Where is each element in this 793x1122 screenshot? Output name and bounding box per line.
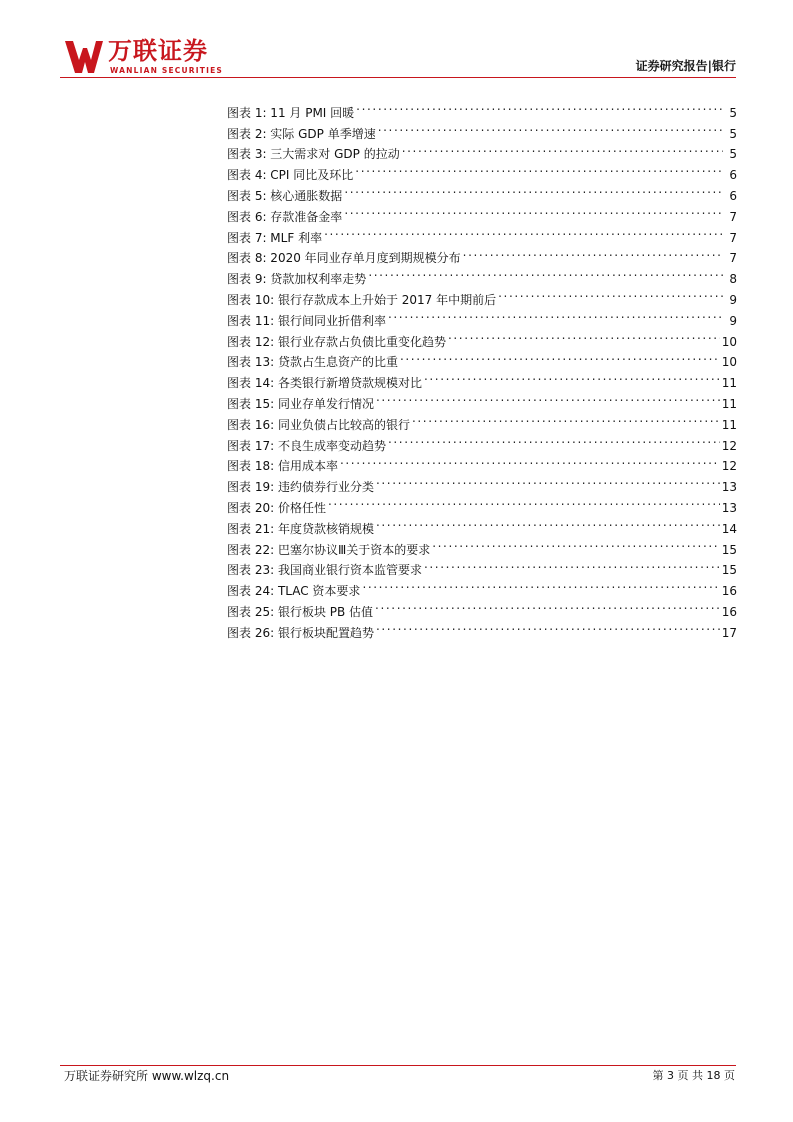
toc-leader-dots xyxy=(376,470,720,491)
toc-entry-page: 12 xyxy=(721,459,737,474)
toc-leader-dots xyxy=(432,533,720,554)
toc-entry-page: 10 xyxy=(721,355,737,370)
page-header xyxy=(0,0,793,80)
toc-entry-page: 5 xyxy=(729,147,737,162)
toc-entry-page: 14 xyxy=(721,521,737,536)
toc-entry-page: 5 xyxy=(729,126,737,141)
toc-leader-dots xyxy=(388,304,723,325)
toc-entry-page: 10 xyxy=(721,334,737,349)
toc-entry-label: 图表 9: 贷款加权利率走势 xyxy=(227,272,367,287)
toc-entry-label: 图表 4: CPI 同比及环比 xyxy=(227,168,354,183)
toc-leader-dots xyxy=(376,387,720,408)
toc-leader-dots xyxy=(448,325,720,346)
toc-leader-dots xyxy=(344,200,723,221)
toc-entry-label: 图表 3: 三大需求对 GDP 的拉动 xyxy=(227,147,400,162)
toc-leader-dots xyxy=(424,554,720,575)
toc-entry-page: 15 xyxy=(721,563,737,578)
toc-entry-label: 图表 21: 年度贷款核销规模 xyxy=(227,521,374,536)
footer-institute: 万联证券研究所 www.wlzq.cn xyxy=(64,1069,230,1083)
toc-entry-label: 图表 11: 银行间同业折借利率 xyxy=(227,313,386,328)
toc-leader-dots xyxy=(340,450,720,471)
toc-leader-dots xyxy=(412,408,720,429)
toc-leader-dots xyxy=(375,595,720,616)
toc-entry-page: 7 xyxy=(729,230,737,245)
toc-entry-label: 图表 14: 各类银行新增贷款规模对比 xyxy=(227,376,422,391)
toc-entry-label: 图表 10: 银行存款成本上升始于 2017 年中期前后 xyxy=(227,292,497,307)
toc-entry-label: 图表 13: 贷款占生息资产的比重 xyxy=(227,355,398,370)
toc-leader-dots xyxy=(463,242,723,263)
toc-entry-page: 9 xyxy=(729,313,737,328)
report-category: 证券研究报告|银行 xyxy=(635,59,736,73)
toc-entry-page: 6 xyxy=(729,188,737,203)
toc-leader-dots xyxy=(355,158,723,179)
logo-text-cn: 万联证券 xyxy=(108,37,208,65)
toc-entry-label: 图表 26: 银行板块配置趋势 xyxy=(227,625,374,640)
toc-leader-dots xyxy=(376,616,720,637)
toc-leader-dots xyxy=(424,366,720,387)
toc-entry-label: 图表 8: 2020 年同业存单月度到期规模分布 xyxy=(227,251,461,266)
toc-entry-label: 图表 17: 不良生成率变动趋势 xyxy=(227,438,386,453)
toc-leader-dots xyxy=(378,117,723,138)
toc-entry-label: 图表 16: 同业负债占比较高的银行 xyxy=(227,417,410,432)
page-number: 第 3 页 共 18 页 xyxy=(652,1069,735,1082)
toc-entry-label: 图表 15: 同业存单发行情况 xyxy=(227,396,374,411)
toc-leader-dots xyxy=(400,346,720,367)
toc-entry-label: 图表 7: MLF 利率 xyxy=(227,230,323,245)
toc-entry-page: 13 xyxy=(721,480,737,495)
wanlian-logo-icon xyxy=(64,40,104,74)
toc-entry-page: 5 xyxy=(729,105,737,120)
toc-entry-label: 图表 23: 我国商业银行资本监管要求 xyxy=(227,563,422,578)
toc-entry[interactable] xyxy=(227,96,737,120)
toc-leader-dots xyxy=(356,96,723,117)
toc-leader-dots xyxy=(328,491,720,512)
toc-entry-label: 图表 2: 实际 GDP 单季增速 xyxy=(227,126,376,141)
logo-text-en: WANLIAN SECURITIES xyxy=(110,66,223,75)
toc-entry-page: 7 xyxy=(729,209,737,224)
toc-entry-label: 图表 20: 价格任性 xyxy=(227,500,326,515)
toc-entry-page: 16 xyxy=(721,604,737,619)
toc-entry-page: 13 xyxy=(721,500,737,515)
toc-leader-dots xyxy=(376,512,720,533)
toc-entry-label: 图表 25: 银行板块 PB 估值 xyxy=(227,604,374,619)
toc-entry-label: 图表 22: 巴塞尔协议Ⅲ关于资本的要求 xyxy=(227,542,431,557)
toc-leader-dots xyxy=(388,429,720,450)
toc-entry-label: 图表 18: 信用成本率 xyxy=(227,459,338,474)
toc-entry-label: 图表 19: 违约债券行业分类 xyxy=(227,480,374,495)
footer-divider xyxy=(60,1065,736,1066)
figure-list xyxy=(227,96,737,640)
toc-entry-label: 图表 1: 11 月 PMI 回暖 xyxy=(227,105,355,120)
toc-entry-label: 图表 6: 存款准备金率 xyxy=(227,209,343,224)
toc-entry-page: 16 xyxy=(721,584,737,599)
toc-entry-page: 17 xyxy=(721,625,737,640)
toc-entry-page: 8 xyxy=(729,272,737,287)
toc-entry-label: 图表 24: TLAC 资本要求 xyxy=(227,584,361,599)
toc-entry-label: 图表 12: 银行业存款占负债比重变化趋势 xyxy=(227,334,446,349)
toc-leader-dots xyxy=(344,179,723,200)
toc-entry-page: 15 xyxy=(721,542,737,557)
toc-entry-page: 11 xyxy=(721,376,737,391)
toc-entry-page: 9 xyxy=(729,292,737,307)
toc-entry-page: 12 xyxy=(721,438,737,453)
toc-leader-dots xyxy=(498,283,723,304)
toc-entry-page: 11 xyxy=(721,417,737,432)
toc-entry-page: 11 xyxy=(721,396,737,411)
toc-leader-dots xyxy=(368,262,723,283)
toc-entry-label: 图表 5: 核心通胀数据 xyxy=(227,188,343,203)
toc-leader-dots xyxy=(324,221,723,242)
header-divider xyxy=(60,77,736,78)
toc-leader-dots xyxy=(402,138,723,159)
toc-entry-page: 7 xyxy=(729,251,737,266)
toc-leader-dots xyxy=(362,574,719,595)
toc-entry-page: 6 xyxy=(729,168,737,183)
